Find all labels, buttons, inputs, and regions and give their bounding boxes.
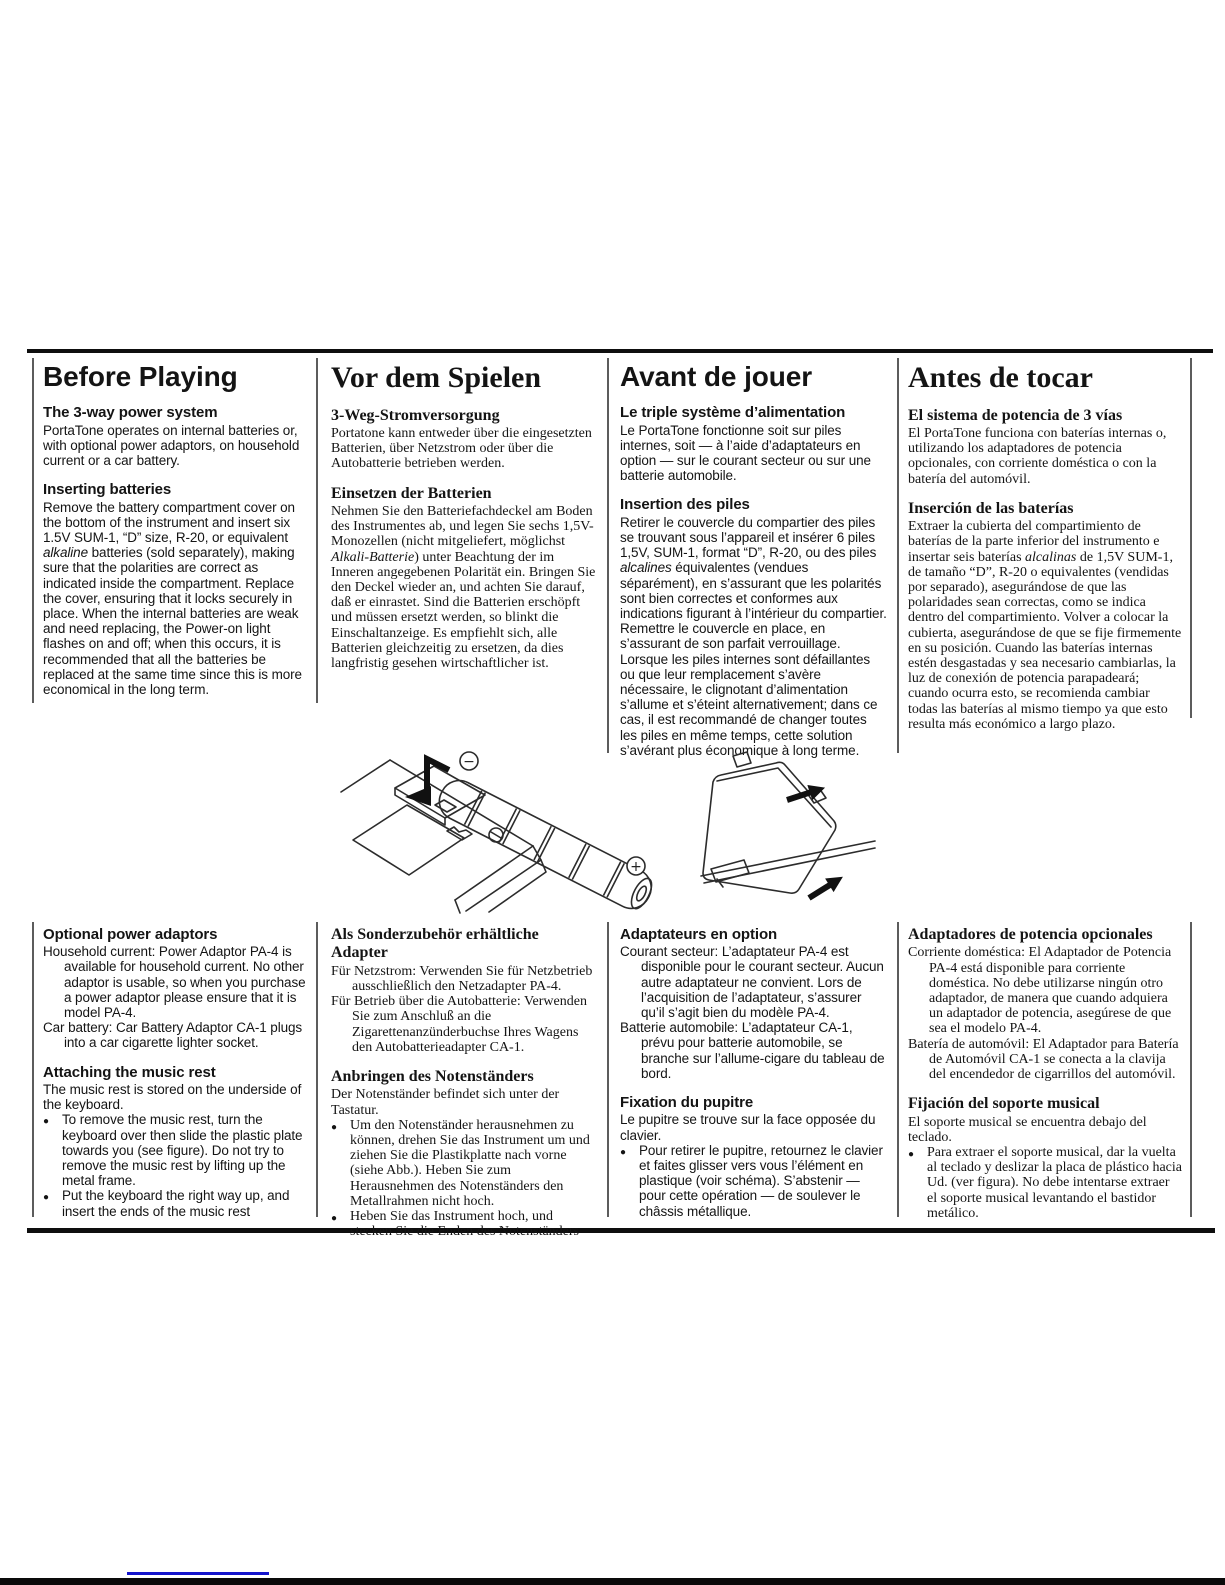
inserting-batteries-heading: Insertion des piles <box>620 496 750 514</box>
column-divider <box>32 922 34 1217</box>
list-item <box>331 1209 597 1239</box>
section-title-german: Vor dem Spielen <box>331 361 542 394</box>
music-rest-heading: Fixation du pupitre <box>620 1094 754 1112</box>
section-title-english: Before Playing <box>43 361 238 392</box>
adaptor-item: Für Netzstrom: Verwenden Sie für Netzbetrieb ausschließlich den Netzadapter PA-4. <box>331 963 593 994</box>
music-rest-heading: Fijación del soporte musical <box>908 1095 1100 1113</box>
column-spanish-upper <box>908 362 1182 732</box>
slide-arrow-icon <box>805 870 847 905</box>
music-rest-intro: Le pupitre se trouve sur la face opposée du clavier. <box>620 1112 876 1143</box>
plus-terminal-icon <box>627 857 645 875</box>
italic-term: alcalines <box>620 560 672 576</box>
svg-text:−: − <box>463 754 475 770</box>
adaptor-item: Batterie automobile: L’adaptateur CA-1, prévu pour batterie automobile, se branche sur l’allume-cigare du tableau de bord. <box>620 1020 885 1081</box>
page-edge-bar <box>0 1578 1225 1585</box>
list-item-text: To remove the music rest, turn the keyboard over then slide the plastic plate towards you (see figure). Do not try to remove the music rest by lifting up the metal frame. <box>62 1112 303 1189</box>
column-english-lower <box>43 926 308 1219</box>
bullet-icon: ● <box>331 1121 338 1133</box>
bullet-icon: ● <box>43 1192 49 1204</box>
column-divider <box>1190 922 1192 1217</box>
italic-term: Alkali-Batterie <box>331 549 415 565</box>
inserting-batteries-heading: Inserción de las baterías <box>908 499 1074 517</box>
text-run: équivalentes (vendues séparément), en s’assurant que les polarités sont bien correctes et conformes aux indications figurant à l’intérieur du compartier. Remettre le couvercle en place, en s’assurant de son parfait verrouillage. Lorsque les piles internes sont défaillantes ou que leur remplacement s’avère nécessaire, le clignotant d’alimentation s’allume et s’éteint alternativement; dans ce cas, il est recommandé de changer toutes les piles en même temps, cette solution s’avérant plus économique à long terme. <box>620 560 887 758</box>
battery-cover-drawing <box>701 752 875 893</box>
inserting-batteries-text <box>331 504 597 671</box>
insertion-arrow-icon <box>405 759 449 806</box>
adaptor-item: Car battery: Car Battery Adaptor CA-1 plugs into a car cigarette lighter socket. <box>43 1020 303 1051</box>
column-german-lower <box>331 926 597 1239</box>
adaptor-item: Household current: Power Adaptor PA-4 is available for household current. No other adaptor is usable, so when you purchase a power adaptor please ensure that it is model PA-4. <box>43 944 306 1021</box>
text-run: ) unter Beachtung der im Inneren angegebenen Polarität ein. Bringen Sie den Deckel wieder an, und achten Sie darauf, daß er einrastet. Sind die Batterien erschöpft und müssen ersetzt werden, so blinkt die Einschaltanzeige. Es empfiehlt sich, alle Batterien gleichzeitig zu ersetzen, da dies langfristig gesehen wirtschaftlicher ist. <box>331 549 596 671</box>
slide-arrow-icon <box>785 780 828 808</box>
music-rest-heading: Anbringen des Notenständers <box>331 1068 534 1085</box>
italic-term: alkaline <box>43 545 88 561</box>
optional-adaptors-heading: Adaptadores de potencia opcionales <box>908 926 1153 943</box>
inserting-batteries-heading: Einsetzen der Batterien <box>331 484 492 502</box>
list-item-text: Para extraer el soporte musical, dar la vuelta al teclado y deslizar la placa de plástico hacia Ud. (ver figura). No debe intentarse extraer el soporte musical levantando el bastidor metálico. <box>927 1145 1182 1221</box>
music-rest-intro: The music rest is stored on the underside of the keyboard. <box>43 1081 302 1113</box>
top-rule <box>27 349 1213 353</box>
column-divider <box>607 922 609 1217</box>
inserting-batteries-text <box>908 519 1182 732</box>
bullet-icon: ● <box>43 1116 49 1128</box>
adaptor-item: Für Betrieb über die Autobatterie: Verwenden Sie zum Anschluß an die Zigarettenanzünderbuchse Ihres Wagens den Autobatterieadapter CA-1. <box>331 994 587 1055</box>
footer-blue-line <box>127 1572 269 1575</box>
list-item-text: Um den Notenständer herausnehmen zu können, drehen Sie das Instrument um und ziehen Sie die Plastikplatte nach vorne (siehe Abb.). Heben Sie zum Herausnehmen des Notenständers den Metallrahmen nicht hoch. <box>350 1117 590 1209</box>
battery-installation-figure <box>335 748 880 918</box>
power-system-heading: The 3-way power system <box>43 404 218 422</box>
inserting-batteries-text <box>43 500 308 698</box>
section-title-spanish: Antes de tocar <box>908 361 1093 394</box>
column-english-upper <box>43 362 308 697</box>
text-run: de 1,5V SUM-1, de tamaño “D”, R-20 o equivalentes (vendidas por separado), asegurándose de que las polaridades sean correctas, como se indica dentro del compartimiento. Volver a colocar la cubierta, asegurándose de que se fije firmemente en su posición. Cuando las baterías internas estén desgastadas y sea necesario cambiarlas, la luz de conexión de potencia parapadeará; cuando ocurra esto, se recomienda cambiar todas las baterías al mismo tiempo ya que esto resulta más económico a largo plazo. <box>908 549 1182 732</box>
text-run: Remove the battery compartment cover on the bottom of the instrument and insert six 1.5V SUM-1, “D” size, R-20, or equivalent <box>43 499 295 545</box>
column-french-upper <box>620 362 887 758</box>
column-divider <box>897 922 899 1217</box>
bullet-icon: ● <box>908 1149 915 1161</box>
bullet-icon: ● <box>331 1213 338 1225</box>
column-divider <box>1190 358 1192 718</box>
minus-terminal-icon <box>460 752 478 770</box>
section-title-french: Avant de jouer <box>620 361 813 392</box>
column-divider <box>316 358 318 703</box>
bottom-rule <box>27 1228 1215 1233</box>
list-item <box>331 1118 597 1209</box>
optional-adaptors-heading: Adaptateurs en option <box>620 926 778 943</box>
list-item <box>620 1143 887 1219</box>
column-divider <box>607 358 609 753</box>
list-item <box>43 1188 308 1218</box>
svg-text:+: + <box>630 859 642 875</box>
music-rest-intro: El soporte musical se encuentra debajo del teclado. <box>908 1114 1147 1145</box>
column-spanish-lower <box>908 926 1182 1221</box>
bullet-icon: ● <box>620 1146 626 1158</box>
inserting-batteries-text <box>620 515 887 758</box>
power-system-heading: 3-Weg-Stromversorgung <box>331 406 500 424</box>
column-divider <box>316 922 318 1217</box>
power-system-heading: El sistema de potencia de 3 vías <box>908 406 1123 424</box>
power-system-text: El PortaTone funciona con baterías internas o, utilizando los adaptadores de potencia opcionales, con corriente doméstica o con la batería del automóvil. <box>908 425 1167 487</box>
column-french-lower <box>620 926 887 1219</box>
adaptor-item: Batería de automóvil: El Adaptador para Batería de Automóvil CA-1 se conecta a la clavija del encendedor de cigarrillos del automóvil. <box>908 1036 1179 1083</box>
music-rest-intro: Der Notenständer befindet sich unter der Tastatur. <box>331 1087 560 1118</box>
column-divider <box>897 358 899 753</box>
list-item-text: Put the keyboard the right way up, and insert the ends of the music rest <box>62 1188 290 1219</box>
optional-adaptors-heading: Optional power adaptors <box>43 926 218 943</box>
list-item-text: Heben Sie das Instrument hoch, und stecken Sie die Enden des Notenständers <box>350 1209 579 1240</box>
adaptor-item: Courant secteur: L’adaptateur PA-4 est disponible pour le courant secteur. Aucun autre adaptateur ne convient. Lors de l’acquisition de l’adaptateur, s’assurer qu’il s’agit bien du modèle PA-4. <box>620 944 884 1021</box>
power-system-text: Le PortaTone fonctionne soit sur piles internes, soit — à l’aide d’adaptateurs en option — sur le courant secteur ou sur une batterie automobile. <box>620 422 871 484</box>
list-item-text: Pour retirer le pupitre, retournez le clavier et faites glisser vers vous l’élément en plastique (voir schéma). S’abstenir — pour cette opération — de soulever le châssis métallique. <box>639 1142 883 1219</box>
column-divider <box>32 358 34 703</box>
optional-adaptors-heading: Als Sonderzubehör erhältliche Adapter <box>331 926 539 962</box>
text-run: Extraer la cubierta del compartimiento de baterías de la parte inferior del instrumento e insertar seis baterías <box>908 519 1160 565</box>
column-german-upper <box>331 362 597 671</box>
power-system-text: Portatone kann entweder über die eingesetzten Batterien, über Netzstrom oder über die Autobatterie betrieben werden. <box>331 425 592 472</box>
list-item <box>908 1145 1182 1221</box>
inserting-batteries-heading: Inserting batteries <box>43 481 172 499</box>
keyboard-underside-drawing <box>341 760 546 913</box>
text-run: Retirer le couvercle du compartier des piles se trouvant sous l’appareil et insérer 6 piles 1,5V, SUM-1, format “D”, R-20, ou des piles <box>620 514 877 561</box>
power-system-heading: Le triple système d’alimentation <box>620 404 846 422</box>
battery-row-drawing <box>433 774 658 915</box>
italic-term: alcalinas <box>1025 549 1077 565</box>
text-run: Nehmen Sie den Batteriefachdeckel am Boden des Instrumentes ab, und legen Sie sechs 1,5V-Monozellen (nicht mitgeliefert, möglichst <box>331 503 594 550</box>
power-system-text: PortaTone operates on internal batteries or, with optional power adaptors, on household current or a car battery. <box>43 422 300 469</box>
adaptor-item: Corriente doméstica: El Adaptador de Potencia PA-4 está disponible para corriente doméstica. No debe utilizarse ningún otro adaptador, de manera que cuando adquiera un adaptador de potencia, asegúrese de que sea el modelo PA-4. <box>908 945 1172 1037</box>
text-run: batteries (sold separately), making sure that the polarities are correct as indicated inside the compartment. Replace the cover, ensuring that it locks securely in place. When the internal batteries are weak and need replacing, the Power-on light flashes on and off; when this occurs, it is recommended that all the batteries be replaced at the same time since this is more economical in the long term. <box>43 545 302 697</box>
list-item <box>43 1112 308 1188</box>
music-rest-heading: Attaching the music rest <box>43 1063 216 1081</box>
